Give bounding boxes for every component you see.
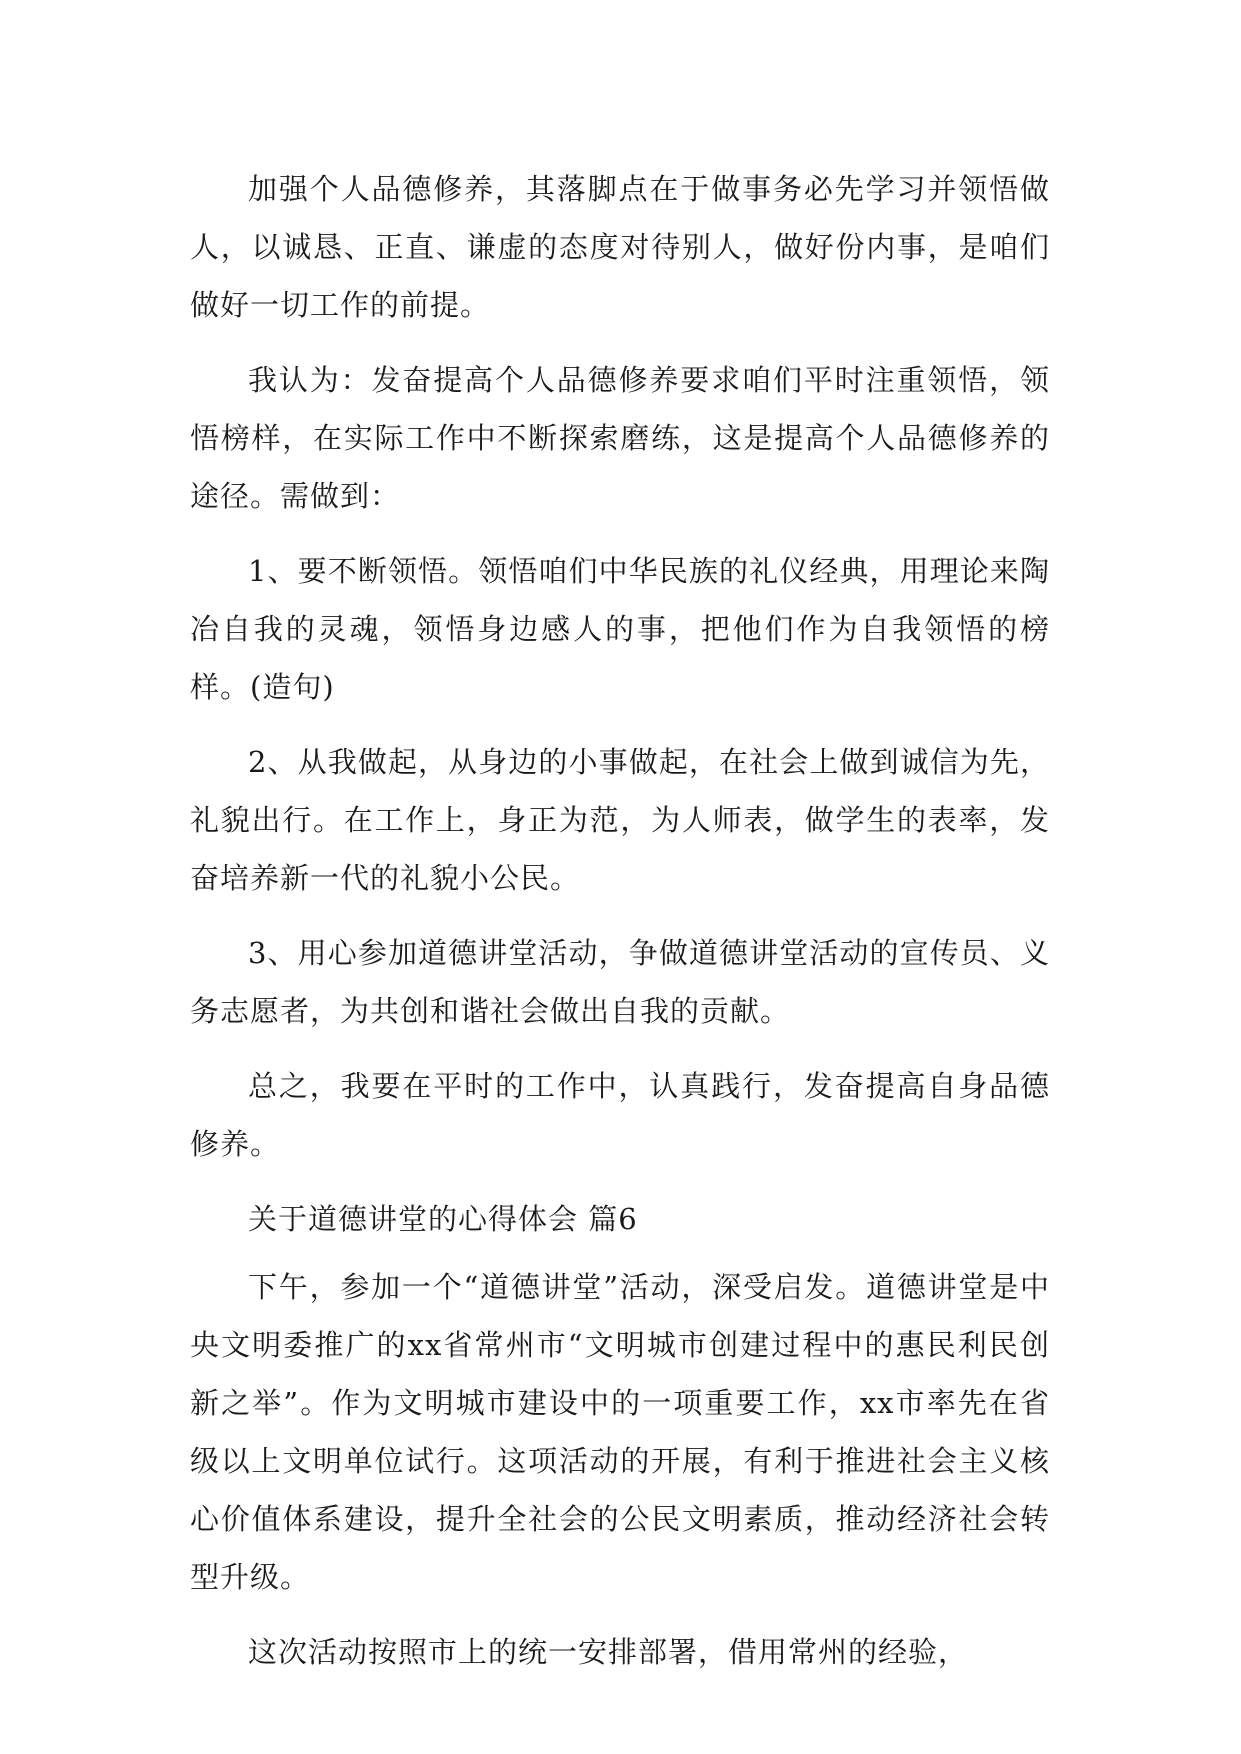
paragraph: 2、从我做起，从身边的小事做起，在社会上做到诚信为先，礼貌出行。在工作上，身正为范，为人师表，做学生的表率，发奋培养新一代的礼貌小公民。 [190,745,1050,895]
paragraph: 我认为：发奋提高个人品德修养要求咱们平时注重领悟，领悟榜样，在实际工作中不断探索磨练，这是提高个人品德修养的途径。需做到： [190,363,1050,513]
paragraph: 这次活动按照市上的统一安排部署，借用常州的经验， [248,1635,969,1669]
paragraph: 加强个人品德修养，其落脚点在于做事务必先学习并领悟做人，以诚恳、正直、谦虚的态度对待别人，做好份内事，是咱们做好一切工作的前提。 [190,172,1050,322]
paragraph: 1、要不断领悟。领悟咱们中华民族的礼仪经典，用理论来陶冶自我的灵魂，领悟身边感人的事，把他们作为自我领悟的榜样。(造句) [190,554,1050,704]
section-heading: 关于道德讲堂的心得体会 篇6 [248,1202,638,1236]
document-page [190,160,1050,1698]
paragraph: 下午，参加一个“道德讲堂”活动，深受启发。道德讲堂是中央文明委推广的xx省常州市“文明城市创建过程中的惠民利民创新之举”。作为文明城市建设中的一项重要工作，xx市率先在省级以上文明单位试行。这项活动的开展，有利于推进社会主义核心价值体系建设，提升全社会的公民文明素质，推动经济社会转型升级。 [190,1270,1050,1594]
paragraph: 总之，我要在平时的工作中，认真践行，发奋提高自身品德修养。 [190,1069,1050,1161]
paragraph: 3、用心参加道德讲堂活动，争做道德讲堂活动的宣传员、义务志愿者，为共创和谐社会做出自我的贡献。 [190,936,1050,1028]
